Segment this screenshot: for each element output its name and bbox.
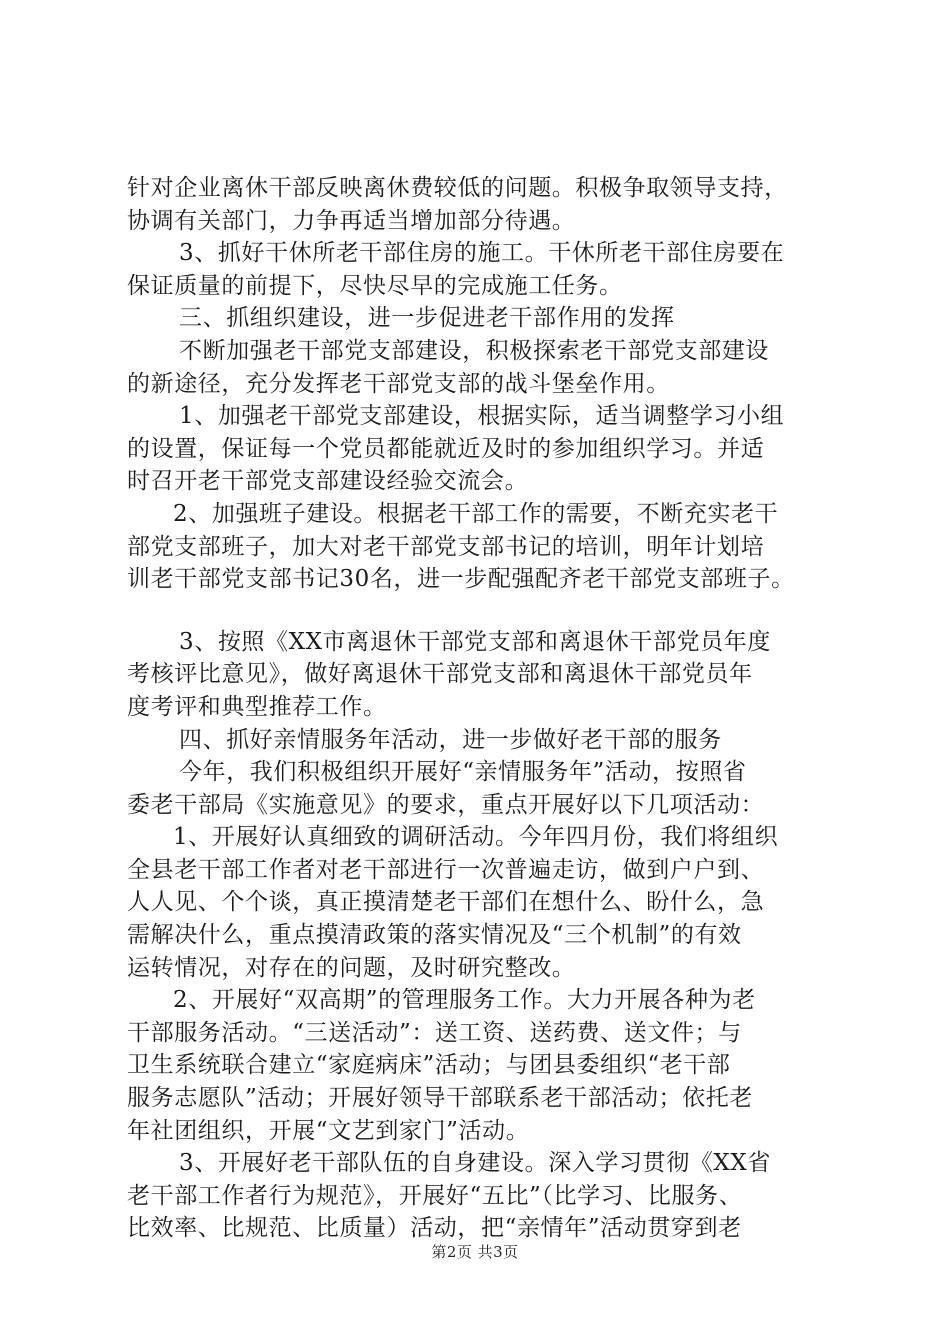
text-line: 比效率、比规范、比质量）活动，把“亲情年”活动贯穿到老 xyxy=(127,1215,742,1242)
text-line: 针对企业离休干部反映离休费较低的问题。积极争取领导支持， xyxy=(127,175,788,201)
text-line: 考核评比意见》，做好离退休干部党支部和离退休干部党员年 xyxy=(127,661,753,688)
text-line: 部党支部班子，加大对老干部党支部书记的培训，明年计划培 xyxy=(127,533,765,560)
text-line: 老干部工作者行为规范》，开展好“五比”（比学习、比服务、 xyxy=(127,1182,743,1209)
text-line: 年社团组织，开展“文艺到家门”活动。 xyxy=(127,1117,530,1144)
text-line: 卫生系统联合建立“家庭病床”活动；与团县委组织“老干部 xyxy=(127,1052,731,1079)
page-number-label: 第2页 共3页 xyxy=(431,1243,519,1261)
text-line: 协调有关部门，力争再适当增加部分待遇。 xyxy=(127,207,576,234)
text-line: 干部服务活动。“三送活动”：送工资、送药费、送文件；与 xyxy=(127,1019,742,1046)
text-line: 1、加强老干部党支部建设，根据实际，适当调整学习小组 xyxy=(179,403,785,430)
section-heading: 四、抓好亲情服务年活动，进一步做好老干部的服务 xyxy=(179,726,722,753)
text-line: 2、开展好“双高期”的管理服务工作。大力开展各种为老 xyxy=(173,987,756,1014)
text-line: 今年，我们积极组织开展好“亲情服务年”活动，按照省 xyxy=(179,759,747,786)
text-line: 人人见、个个谈，真正摸清楚老干部们在想什么、盼什么，急 xyxy=(127,889,765,916)
text-line: 运转情况，对存在的问题，及时研究整改。 xyxy=(127,954,576,981)
text-line: 3、按照《XX市离退休干部党支部和离退休干部党员年度 xyxy=(179,628,771,655)
text-line: 时召开老干部党支部建设经验交流会。 xyxy=(127,468,529,495)
page-footer xyxy=(0,1241,950,1262)
text-line: 保证质量的前提下，尽快尽早的完成施工任务。 xyxy=(127,272,623,299)
paragraph-gap xyxy=(127,596,839,626)
text-line: 需解决什么，重点摸清政策的落实情况及“三个机制”的有效 xyxy=(127,922,742,949)
text-line: 委老干部局《实施意见》的要求，重点开展好以下几项活动： xyxy=(127,791,765,818)
text-line: 不断加强老干部党支部建设，积极探索老干部党支部建设 xyxy=(179,337,769,364)
document-body xyxy=(127,172,839,1245)
text-line: 的设置，保证每一个党员都能就近及时的参加组织学习。并适 xyxy=(127,435,765,462)
text-line: 训老干部党支部书记30名，进一步配强配齐老干部党支部班子。 xyxy=(127,566,795,593)
text-line: 度考评和典型推荐工作。 xyxy=(127,693,387,720)
text-line: 的新途径，充分发挥老干部党支部的战斗堡垒作用。 xyxy=(127,370,670,397)
text-line: 3、抓好干休所老干部住房的施工。干休所老干部住房要在 xyxy=(179,240,785,267)
text-line: 2、加强班子建设。根据老干部工作的需要，不断充实老干 xyxy=(173,500,779,527)
text-line: 服务志愿队”活动；开展好领导干部联系老干部活动；依托老 xyxy=(127,1085,753,1112)
text-line: 全县老干部工作者对老干部进行一次普遍走访，做到户户到、 xyxy=(127,856,765,883)
text-line: 1、开展好认真细致的调研活动。今年四月份，我们将组织 xyxy=(173,824,779,851)
text-line: 3、开展好老干部队伍的自身建设。深入学习贯彻《XX省 xyxy=(179,1150,771,1177)
section-heading: 三、抓组织建设，进一步促进老干部作用的发挥 xyxy=(179,305,675,332)
